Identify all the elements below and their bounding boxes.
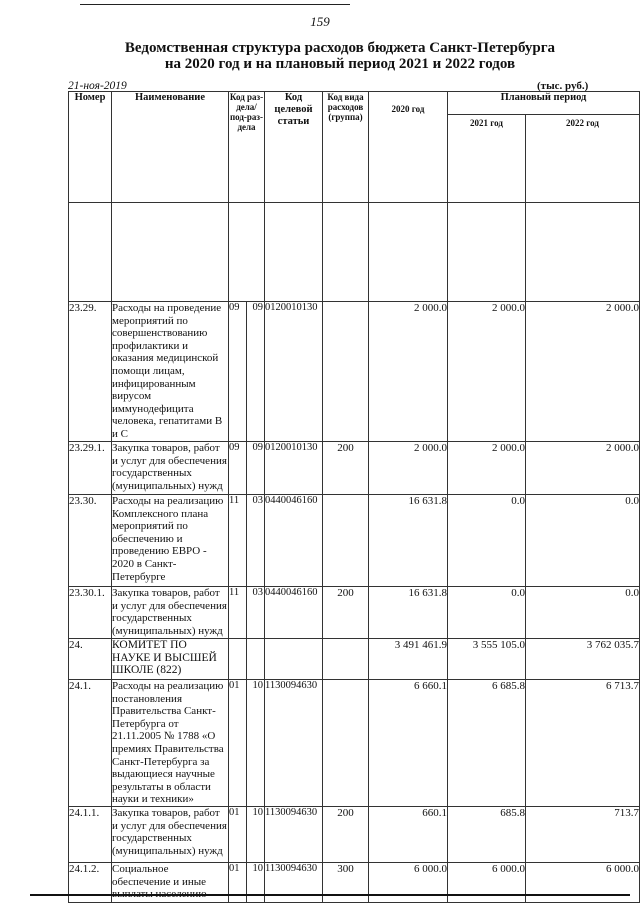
row-subsection: 03 <box>247 495 265 587</box>
row-name: Социальное обеспечение и иные выплаты населению <box>112 862 229 902</box>
spacer-cell <box>323 203 369 302</box>
row-number: 24.1.2. <box>69 862 112 902</box>
row-number: 23.30.1. <box>69 587 112 639</box>
spacer-cell <box>369 203 448 302</box>
title-line-2: на 2020 год и на плановый период 2021 и 2022 годов <box>164 56 516 72</box>
row-name: Расходы на проведение мероприятий по совершенствованию профилактики и оказания медицинской помощи лицам, инфицированным вирусом иммунодефицита человека, гепатитами В и С <box>112 302 229 442</box>
table-row <box>69 495 640 587</box>
row-expense-type <box>323 302 369 442</box>
table-row <box>69 862 640 902</box>
header-2021: 2021 год <box>448 115 526 203</box>
bottom-rule <box>30 894 630 896</box>
row-name: Закупка товаров, работ и услуг для обеспечения государственных (муниципальных) нужд <box>112 806 229 862</box>
row-section: 11 <box>229 587 247 639</box>
row-number: 23.29. <box>69 302 112 442</box>
spacer-cell <box>69 203 112 302</box>
document-date: 21-ноя-2019 <box>68 80 127 92</box>
row-number: 24.1. <box>69 680 112 807</box>
top-rule <box>80 4 350 5</box>
table-row <box>69 302 640 442</box>
row-name: Закупка товаров, работ и услуг для обеспечения государственных (муниципальных) нужд <box>112 442 229 495</box>
row-target: 1130094630 <box>265 862 323 902</box>
row-section: 01 <box>229 680 247 807</box>
spacer-cell <box>448 203 526 302</box>
header-planned-period: Плановый период <box>448 92 640 115</box>
row-2021: 0.0 <box>448 587 526 639</box>
table-row <box>69 806 640 862</box>
row-2022: 6 000.0 <box>526 862 640 902</box>
row-target: 0440046160 <box>265 587 323 639</box>
row-target: 1130094630 <box>265 680 323 807</box>
row-expense-type <box>323 639 369 680</box>
row-target: 0120010130 <box>265 442 323 495</box>
row-section: 01 <box>229 862 247 902</box>
row-target: 1130094630 <box>265 806 323 862</box>
row-expense-type <box>323 495 369 587</box>
row-name: Расходы на реализацию Комплексного плана мероприятий по обеспечению и проведению ЕВРО - 2020 в Санкт-Петербурге <box>112 495 229 587</box>
spacer-cell <box>526 203 640 302</box>
row-2021: 6 685.8 <box>448 680 526 807</box>
row-2020: 660.1 <box>369 806 448 862</box>
page-number: 159 <box>310 14 330 29</box>
row-target <box>265 639 323 680</box>
header-name: Наименование <box>112 92 229 203</box>
table-row <box>69 587 640 639</box>
row-2021: 6 000.0 <box>448 862 526 902</box>
row-section: 11 <box>229 495 247 587</box>
spacer-cell <box>229 203 265 302</box>
row-2022: 3 762 035.7 <box>526 639 640 680</box>
row-2022: 6 713.7 <box>526 680 640 807</box>
row-2021: 2 000.0 <box>448 302 526 442</box>
row-subsection: 10 <box>247 806 265 862</box>
row-2022: 2 000.0 <box>526 302 640 442</box>
header-number: Номер <box>69 92 112 203</box>
row-section: 09 <box>229 302 247 442</box>
row-subsection: 10 <box>247 862 265 902</box>
row-2020: 6 660.1 <box>369 680 448 807</box>
row-subsection: 09 <box>247 442 265 495</box>
row-subsection: 09 <box>247 302 265 442</box>
row-section: 01 <box>229 806 247 862</box>
row-2020: 3 491 461.9 <box>369 639 448 680</box>
row-expense-type: 200 <box>323 587 369 639</box>
row-2022: 0.0 <box>526 587 640 639</box>
row-2022: 713.7 <box>526 806 640 862</box>
spacer-cell <box>112 203 229 302</box>
row-2020: 2 000.0 <box>369 442 448 495</box>
row-number: 23.30. <box>69 495 112 587</box>
row-2020: 6 000.0 <box>369 862 448 902</box>
title-line-1: Ведомственная структура расходов бюджета Санкт-Петербурга <box>124 40 556 56</box>
row-expense-type: 200 <box>323 442 369 495</box>
document-title <box>0 40 640 72</box>
row-name: Закупка товаров, работ и услуг для обеспечения государственных (муниципальных) нужд <box>112 587 227 637</box>
header-expense-type: Код вида расходов (группа) <box>323 92 369 203</box>
row-2022: 2 000.0 <box>526 442 640 495</box>
spacer-cell <box>265 203 323 302</box>
header-section: Код раз-дела/ под-раз-дела <box>229 92 265 203</box>
row-number: 24.1.1. <box>69 806 112 862</box>
header-2022: 2022 год <box>526 115 640 203</box>
row-subsection: 03 <box>247 587 265 639</box>
row-2020: 16 631.8 <box>369 495 448 587</box>
row-expense-type: 200 <box>323 806 369 862</box>
budget-table <box>68 91 640 903</box>
row-2020: 16 631.8 <box>369 587 448 639</box>
header-2020: 2020 год <box>369 92 448 203</box>
row-2021: 0.0 <box>448 495 526 587</box>
header-target: Код целевой статьи <box>265 92 323 203</box>
table-row <box>69 639 640 680</box>
row-target: 0120010130 <box>265 302 323 442</box>
row-2021: 2 000.0 <box>448 442 526 495</box>
row-name: Расходы на реализацию постановления Правительства Санкт-Петербурга от 21.11.2005 № 1788 «О премиях Правительства Санкт-Петербурга за выдающиеся научные результаты в области науки и техники» <box>112 680 229 807</box>
row-subsection: 10 <box>247 680 265 807</box>
row-number: 23.29.1. <box>69 442 112 495</box>
row-expense-type <box>323 680 369 807</box>
row-expense-type: 300 <box>323 862 369 902</box>
row-2022: 0.0 <box>526 495 640 587</box>
row-2021: 3 555 105.0 <box>448 639 526 680</box>
table-row <box>69 442 640 495</box>
units-label: (тыс. руб.) <box>537 80 589 92</box>
row-2020: 2 000.0 <box>369 302 448 442</box>
row-number: 24. <box>69 639 112 680</box>
row-section <box>229 639 247 680</box>
row-2021: 685.8 <box>448 806 526 862</box>
row-name: КОМИТЕТ ПО НАУКЕ И ВЫСШЕЙ ШКОЛЕ (822) <box>112 639 229 680</box>
row-target: 0440046160 <box>265 495 323 587</box>
row-subsection <box>247 639 265 680</box>
row-section: 09 <box>229 442 247 495</box>
table-row <box>69 680 640 807</box>
